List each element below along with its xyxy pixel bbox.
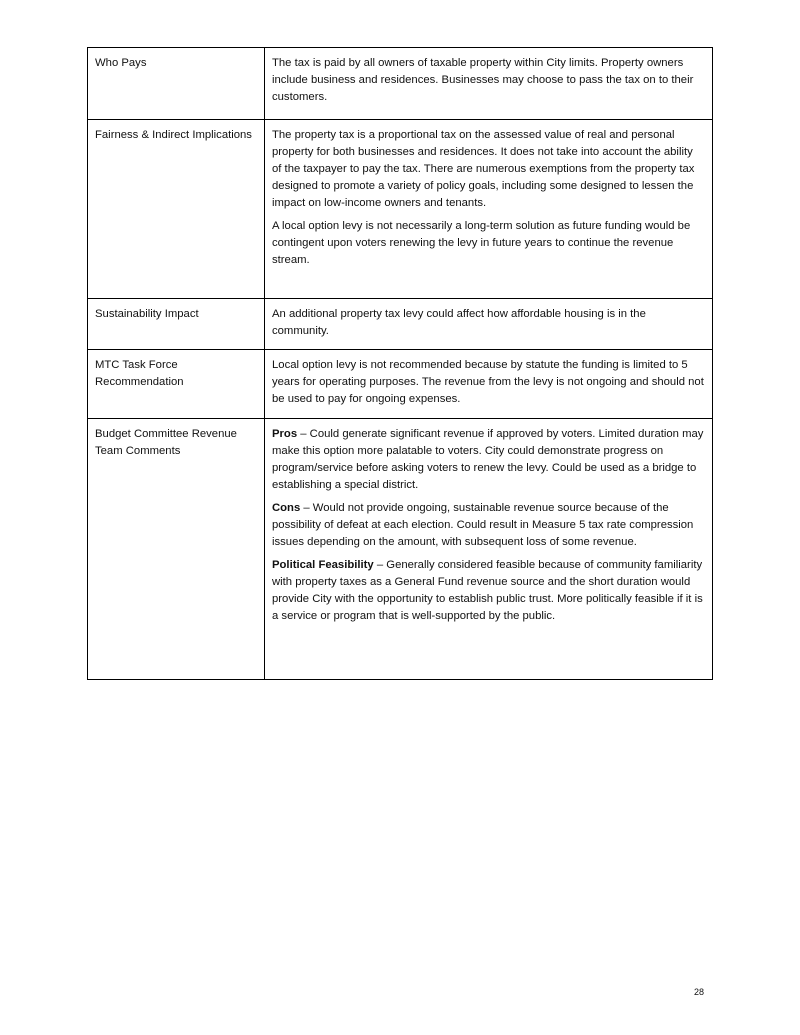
table-row	[88, 419, 713, 680]
paragraph-text: The tax is paid by all owners of taxable property within City limits. Property owners include business and residences. Businesses may choose to pass the tax on to their customers.	[272, 57, 694, 103]
row-label: Fairness & Indirect Implications	[88, 120, 265, 299]
paragraph-text: A local option levy is not necessarily a long-term solution as future funding would be contingent upon voters renewing the levy in future years to continue the revenue stream.	[272, 220, 691, 266]
table-row	[88, 350, 713, 419]
row-content	[265, 120, 713, 299]
row-label: Who Pays	[88, 48, 265, 120]
paragraph-text: Local option levy is not recommended because by statute the funding is limited to 5 years for operating purposes. The revenue from the levy is not ongoing and should not be used to pay for ongoing expenses.	[272, 359, 704, 405]
revenue-option-table	[87, 47, 713, 680]
paragraph	[272, 557, 705, 625]
paragraph-lead: Cons	[272, 502, 301, 514]
row-content	[265, 299, 713, 350]
paragraph	[272, 55, 705, 106]
paragraph	[272, 357, 705, 408]
row-label: Budget Committee Revenue Team Comments	[88, 419, 265, 680]
row-label: MTC Task Force Recommendation	[88, 350, 265, 419]
paragraph-text: An additional property tax levy could affect how affordable housing is in the community.	[272, 308, 646, 337]
paragraph-text: – Generally considered feasible because of community familiarity with property taxes as a General Fund revenue source and the short duration would provide City with the opportunity to establish public trust. More politically feasible if it is a service or program that is well-supported by the public.	[272, 559, 703, 622]
paragraph	[272, 218, 705, 269]
paragraph-lead: Pros	[272, 428, 298, 440]
row-content	[265, 48, 713, 120]
row-content	[265, 350, 713, 419]
paragraph-text: The property tax is a proportional tax on the assessed value of real and personal property for both businesses and residences. It does not take into account the ability of the taxpayer to pay the tax. There are numerous exemptions from the property tax designed to promote a variety of policy goals, including some designed to lessen the impact on low-income owners and tenants.	[272, 129, 695, 209]
row-content	[265, 419, 713, 680]
paragraph	[272, 306, 705, 340]
paragraph-text: – Could generate significant revenue if approved by voters. Limited duration may make this option more palatable to voters. City could demonstrate progress on program/service before asking voters to renew the levy. Could be used as a bridge to establishing a special district.	[272, 428, 704, 491]
paragraph-text: – Would not provide ongoing, sustainable revenue source because of the possibility of defeat at each election. Could result in Measure 5 tax rate compression issues depending on the amount, with subsequent loss of some revenue.	[272, 502, 694, 548]
row-label: Sustainability Impact	[88, 299, 265, 350]
table-row	[88, 120, 713, 299]
paragraph	[272, 127, 705, 212]
table-row	[88, 48, 713, 120]
paragraph	[272, 500, 705, 551]
paragraph	[272, 426, 705, 494]
page-number: 28	[694, 987, 705, 997]
table-row	[88, 299, 713, 350]
paragraph-lead: Political Feasibility	[272, 559, 374, 571]
